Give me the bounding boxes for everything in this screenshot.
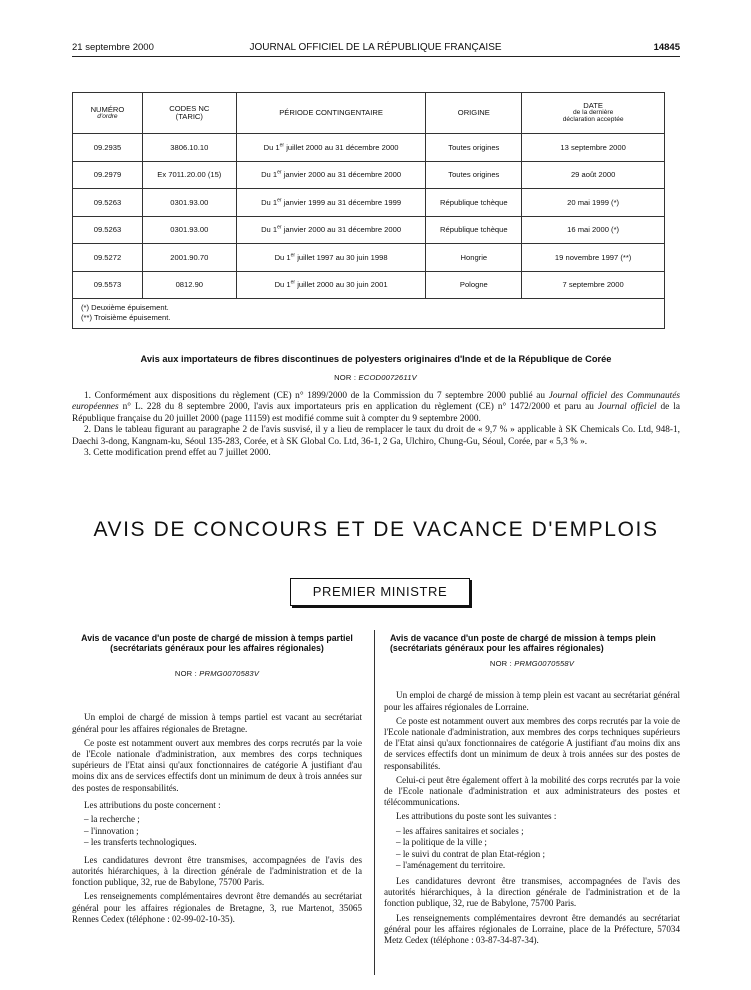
left-body bbox=[72, 712, 362, 925]
left-paragraph-3: Les attributions du poste concernent : bbox=[84, 799, 221, 810]
periode-du: Du 1 bbox=[274, 252, 291, 262]
table-footnote-row bbox=[73, 299, 665, 329]
periode-range: juillet 2000 au 30 juin 2001 bbox=[295, 280, 388, 290]
cell-origine: Hongrie bbox=[426, 244, 522, 272]
list-item: – la politique de la ville ; bbox=[396, 837, 487, 848]
left-nor bbox=[72, 669, 362, 678]
footnote-deuxieme: (*) Deuxième épuisement. bbox=[81, 303, 169, 312]
periode-sup: er bbox=[277, 169, 282, 176]
nor-code: PRMG0070583V bbox=[199, 669, 260, 679]
list-item: – le suivi du contrat de plan Etat-région ; bbox=[396, 848, 545, 859]
cell-numero: 09.5272 bbox=[73, 244, 143, 272]
right-paragraph-2: Ce poste est notamment ouvert aux membres des corps recrutés par la voie de l'Ecole nationale d'administration, aux membres des corps techniques supérieurs de l'Etat ainsi qu'aux fonctionnaires de catégorie A justifiant d'au moins dix ans de services effectifs dont un minimum de deux à trois années sur des postes de responsabilités. bbox=[384, 715, 680, 771]
cell-origine: Toutes origines bbox=[426, 134, 522, 162]
periode-du: Du 1 bbox=[274, 280, 291, 290]
col-codes bbox=[142, 93, 236, 134]
cell-periode bbox=[236, 189, 426, 217]
cell-numero: 09.5263 bbox=[73, 216, 143, 244]
cell-periode bbox=[236, 161, 426, 189]
col-numero-label: NUMÉRO bbox=[90, 104, 125, 114]
col-codes-label: CODES NC bbox=[169, 104, 210, 114]
header-rule bbox=[72, 56, 680, 57]
cell-origine: République tchèque bbox=[426, 189, 522, 217]
periode-range: janvier 2000 au 31 décembre 2000 bbox=[281, 170, 402, 180]
col-date-sub2: déclaration acceptée bbox=[562, 115, 624, 123]
left-paragraph-4: Les candidatures devront être transmises, accompagnées de l'avis des autorités hiérarchiques, à la direction générale de l'administration et de la fonction publique, 32, rue de Babylone, 75700 Paris. bbox=[72, 854, 362, 888]
periode-sup: er bbox=[277, 224, 282, 231]
list-item: – les affaires sanitaires et sociales ; bbox=[396, 825, 524, 836]
cell-code: 3806.10.10 bbox=[142, 134, 236, 162]
table-row bbox=[73, 189, 665, 217]
periode-range: janvier 1999 au 31 décembre 1999 bbox=[281, 197, 402, 207]
avis-paragraph-3: 3. Cette modification prend effet au 7 juillet 2000. bbox=[84, 448, 271, 459]
quota-table bbox=[72, 92, 665, 329]
table-header-row bbox=[73, 93, 665, 134]
periode-range: janvier 2000 au 31 décembre 2000 bbox=[281, 225, 402, 235]
left-notice-title: Avis de vacance d'un poste de chargé de mission à temps partiel (secrétariats généraux pour les affaires régionales) bbox=[81, 633, 353, 654]
right-paragraph-6: Les renseignements complémentaires devront être demandés au secrétariat général pour les affaires régionales de Lorraine, place de la Préfecture, 57034 Metz Cedex (téléphone : 03-87-34-87-34). bbox=[384, 912, 680, 946]
col-numero-sub: d'ordre bbox=[97, 112, 118, 120]
left-paragraph-5: Les renseignements complémentaires devront être demandés au secrétariat général pour les affaires régionales de Bretagne, 3, rue Martenot, 35065 Rennes Cedex (téléphone : 02-99-02-10-35). bbox=[72, 891, 362, 924]
cell-code: 0301.93.00 bbox=[142, 189, 236, 217]
right-paragraph-5: Les candidatures devront être transmises, accompagnées de l'avis des autorités hiérarchiques, à la direction générale de l'administration et de la fonction publique, 32, rue de Babylone, 75700 Paris. bbox=[384, 876, 680, 909]
ministry-box: PREMIER MINISTRE bbox=[290, 578, 470, 606]
cell-code: Ex 7011.20.00 (15) bbox=[142, 161, 236, 189]
left-paragraph-2: Ce poste est notamment ouvert aux membres des corps recrutés par la voie de l'Ecole nationale d'administration, aux membres des corps techniques supérieurs de l'Etat ainsi qu'aux fonctionnaires de catégorie A justifiant d'au moins dix ans de services effectifs dont un minimum de deux à trois années sur des postes de responsabilités. bbox=[72, 737, 362, 793]
nor-label: NOR : bbox=[489, 659, 515, 669]
nor-label: NOR : bbox=[174, 669, 200, 679]
avis-p1-italic-1: Journal officiel des Communautés européennes bbox=[72, 391, 680, 413]
cell-date: 16 mai 2000 (*) bbox=[522, 216, 665, 244]
cell-origine: République tchèque bbox=[426, 216, 522, 244]
cell-periode bbox=[236, 271, 426, 299]
table-row bbox=[73, 161, 665, 189]
table-row bbox=[73, 271, 665, 299]
col-codes-sub: (TARIC) bbox=[175, 112, 203, 121]
avis-p1-part-b: n° L. 228 du 8 septembre 2000, l'avis aux importateurs pris en application du règlement (CE) n° 1472/2000 et paru au bbox=[118, 402, 598, 413]
cell-code: 2001.90.70 bbox=[142, 244, 236, 272]
col-date bbox=[522, 93, 665, 134]
right-body bbox=[384, 690, 680, 946]
right-nor bbox=[384, 659, 680, 668]
cell-code: 0812.90 bbox=[142, 271, 236, 299]
periode-du: Du 1 bbox=[261, 197, 278, 207]
cell-numero: 09.2979 bbox=[73, 161, 143, 189]
column-divider bbox=[374, 630, 375, 975]
cell-date: 13 septembre 2000 bbox=[522, 134, 665, 162]
list-item: – l'aménagement du territoire. bbox=[396, 860, 506, 871]
periode-sup: er bbox=[290, 252, 296, 259]
left-paragraph-1: Un emploi de chargé de mission à temps partiel est vacant au secrétariat général pour les affaires régionales de Bretagne. bbox=[72, 712, 362, 734]
periode-range: juillet 2000 au 31 décembre 2000 bbox=[284, 142, 399, 152]
periode-du: Du 1 bbox=[261, 170, 278, 180]
cell-numero: 09.5573 bbox=[73, 271, 143, 299]
periode-sup: er bbox=[290, 279, 296, 286]
avis-paragraph-1 bbox=[72, 391, 680, 425]
cell-periode bbox=[236, 134, 426, 162]
cell-date: 20 mai 1999 (*) bbox=[522, 189, 665, 217]
cell-origine: Toutes origines bbox=[426, 161, 522, 189]
avis-nor bbox=[0, 373, 751, 382]
list-item: – les transferts technologiques. bbox=[84, 837, 197, 848]
right-paragraph-3: Celui-ci peut être également offert à la mobilité des corps recrutés par la voie de l'Ecole nationale d'administration et aux administrateurs des postes et télécommunications. bbox=[384, 774, 680, 808]
left-column bbox=[72, 633, 362, 928]
periode-range: juillet 1997 au 30 juin 1998 bbox=[295, 252, 388, 262]
list-item: – la recherche ; bbox=[84, 814, 140, 825]
col-origine: ORIGINE bbox=[426, 93, 522, 134]
section-title: AVIS DE CONCOURS ET DE VACANCE D'EMPLOIS bbox=[93, 518, 659, 541]
periode-sup: er bbox=[277, 197, 282, 204]
cell-date: 7 septembre 2000 bbox=[522, 271, 665, 299]
cell-numero: 09.5263 bbox=[73, 189, 143, 217]
right-paragraph-4: Les attributions du poste sont les suivantes : bbox=[396, 811, 557, 822]
periode-du: Du 1 bbox=[263, 142, 280, 152]
right-notice-title: Avis de vacance d'un poste de chargé de mission à temps plein (secrétariats généraux pour les affaires régionales) bbox=[390, 633, 656, 654]
cell-periode bbox=[236, 244, 426, 272]
cell-periode bbox=[236, 216, 426, 244]
cell-date: 29 août 2000 bbox=[522, 161, 665, 189]
table-footnotes bbox=[73, 299, 665, 329]
table-row bbox=[73, 244, 665, 272]
issue-date: 21 septembre 2000 bbox=[72, 42, 154, 53]
cell-code: 0301.93.00 bbox=[142, 216, 236, 244]
table-row bbox=[73, 216, 665, 244]
periode-du: Du 1 bbox=[261, 225, 278, 235]
nor-label: NOR : bbox=[334, 373, 359, 382]
nor-code: PRMG0070558V bbox=[514, 659, 575, 669]
journal-title: JOURNAL OFFICIEL DE LA RÉPUBLIQUE FRANÇAISE bbox=[249, 42, 502, 53]
col-date-label: DATE bbox=[583, 101, 603, 111]
cell-date: 19 novembre 1997 (**) bbox=[522, 244, 665, 272]
avis-paragraph-2: 2. Dans le tableau figurant au paragraphe 2 de l'avis susvisé, il y a lieu de remplacer le taux du droit de « 9,7 % » applicable à SK Chemicals Co. Ltd, 948-1, Daechi 3-dong, Kangnam-ku, Séoul 135-283, Corée, et à SK Global Co. Ltd, 36-1, 2 Ga, Ulchiro, Chung-Gu, Séoul, Corée, par « 5,3 % ». bbox=[72, 425, 680, 447]
right-paragraph-1: Un emploi de chargé de mission à temp plein est vacant au secrétariat général pour les affaires régionales de Lorraine. bbox=[384, 690, 680, 712]
cell-origine: Pologne bbox=[426, 271, 522, 299]
avis-p1-part-a: 1. Conformément aux dispositions du règlement (CE) n° 1899/2000 de la Commission du 7 septembre 2000 publié au bbox=[84, 391, 549, 401]
periode-sup: er bbox=[279, 142, 285, 149]
avis-p1-part-c: de la République française du 20 juillet 2000 (page 11159) est modifié comme suit à compter du 9 septembre 2000. bbox=[72, 402, 680, 424]
avis-p1-italic-2: Journal officiel bbox=[597, 402, 657, 413]
list-item: – l'innovation ; bbox=[84, 825, 139, 836]
col-numero bbox=[73, 93, 143, 134]
col-date-sub1: de la dernière bbox=[572, 109, 614, 117]
avis-body bbox=[72, 391, 680, 459]
table-row bbox=[73, 134, 665, 162]
footnote-troisieme: (**) Troisième épuisement. bbox=[81, 313, 171, 323]
avis-importateurs-title: Avis aux importateurs de fibres discontinues de polyesters originaires d'Inde et de la République de Corée bbox=[140, 354, 612, 364]
cell-numero: 09.2935 bbox=[73, 134, 143, 162]
right-column bbox=[384, 633, 680, 949]
nor-code: ECOD0072611V bbox=[358, 373, 417, 382]
page-number: 14845 bbox=[653, 42, 680, 53]
col-periode: PÉRIODE CONTINGENTAIRE bbox=[236, 93, 426, 134]
